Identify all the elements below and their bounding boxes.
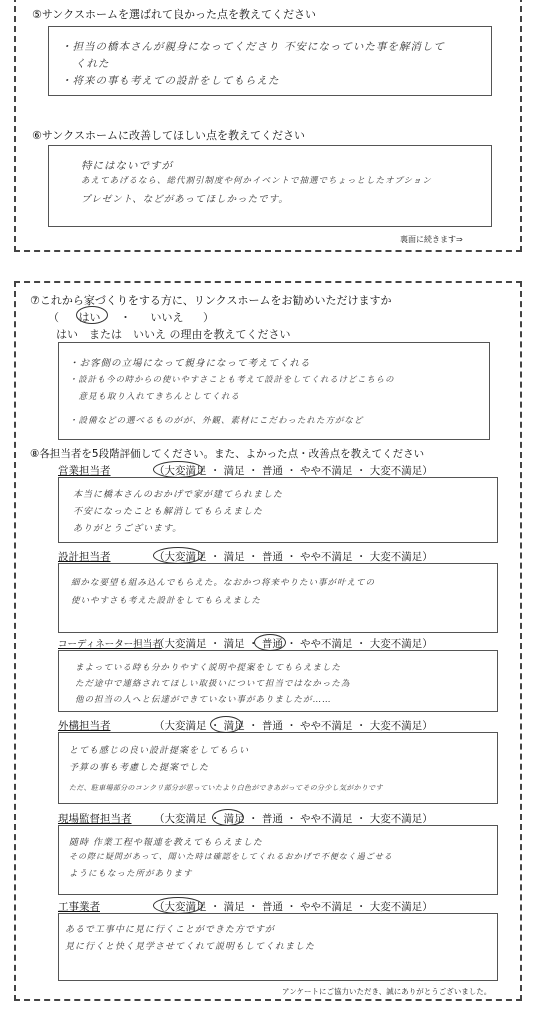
coordinator-line-3: 他の担当の人へと伝達ができていない事がありましたが…… — [75, 695, 332, 705]
q6-line-3: プレゼント、などがあってほしかったです。 — [81, 194, 289, 205]
rating-circle-exterior — [210, 716, 242, 733]
role-label-supervisor: 現場監督担当者 — [58, 813, 132, 825]
q7-answer-box — [58, 342, 490, 440]
q7-line-2: ・設計も今の時からの使いやすさことも考えて設計をしてくれるけどこちらの — [69, 374, 395, 384]
exterior-line-3: ただ、駐車場部分のコンクリ部分が思っていたより白色ができあがってその分少し気がかりです — [69, 784, 383, 792]
eval-box-supervisor — [58, 825, 498, 895]
q5-title: ⑤サンクスホームを選ばれて良かった点を教えてください — [32, 8, 316, 21]
role-label-sales: 営業担当者 — [58, 465, 111, 477]
eval-box-design — [58, 563, 498, 633]
q8-title: ⑧各担当者を5段階評価してください。また、よかった点・改善点を教えてください — [30, 448, 425, 460]
q5-line-2: くれた — [75, 58, 110, 70]
eval-head-supervisor — [58, 811, 433, 826]
q5-line-1: ・担当の橋本さんが親身になってくださり 不安になっていた事を解消して — [61, 41, 445, 53]
sales-line-1: 本当に橋本さんのおかげで家が建てられました — [73, 490, 284, 500]
q7-title: ⑦これから家づくりをする方に、リンクスホームをお勧めいただけますか — [30, 294, 392, 307]
sales-line-2: 不安になったことも解消してもらえました — [73, 507, 264, 517]
contractor-line-2: 見に行くと快く見学させてくれて説明もしてくれました — [65, 942, 316, 952]
coordinator-line-1: まよっている時も分かりやすく説明や提案をしてもらえました — [75, 663, 342, 673]
eval-box-sales — [58, 477, 498, 543]
eval-box-exterior — [58, 732, 498, 804]
scale-coordinator: （大変満足 ・ 満足 ・ 普通 ・ やや不満足 ・ 大変不満足） — [154, 638, 433, 650]
footer-thanks: アンケートにご協力いただき、誠にありがとうございました。 — [282, 987, 492, 996]
q7-subtitle: はい または いいえ の理由を教えてください — [56, 328, 291, 341]
q7-line-3: 意見も取り入れてきちんとしてくれる — [69, 392, 241, 402]
rating-circle-supervisor — [212, 809, 244, 826]
scale-contractor: （大変満足 ・ 満足 ・ 普通 ・ やや不満足 ・ 大変不満足） — [154, 901, 433, 913]
rating-circle-design — [153, 547, 203, 564]
eval-box-coordinator — [58, 650, 498, 712]
eval-head-exterior — [58, 718, 433, 733]
eval-head-sales — [58, 463, 433, 478]
q7-choice: （ はい ・ いいえ ） — [48, 311, 214, 324]
scale-design: （大変満足 ・ 満足 ・ 普通 ・ やや不満足 ・ 大変不満足） — [154, 551, 433, 563]
q6-line-1: 特にはないですが — [81, 160, 173, 172]
q6-answer-box — [48, 145, 492, 227]
supervisor-line-2: その際に疑問があって、聞いた時は確認をしてくれるおかげで不便なく過ごせる — [69, 852, 393, 861]
q7-yes-circle — [76, 306, 108, 324]
role-label-coordinator: コーディネーター担当者 — [58, 639, 162, 650]
scale-exterior: （大変満足 ・ 満足 ・ 普通 ・ やや不満足 ・ 大変不満足） — [154, 720, 433, 732]
scale-sales: （大変満足 ・ 満足 ・ 普通 ・ やや不満足 ・ 大変不満足） — [154, 465, 433, 477]
eval-head-contractor — [58, 899, 433, 914]
scale-supervisor: （大変満足 ・ 満足 ・ 普通 ・ やや不満足 ・ 大変不満足） — [154, 813, 433, 825]
sales-line-3: ありがとうございます。 — [73, 524, 183, 534]
eval-box-contractor — [58, 913, 498, 981]
exterior-line-2: 予算の事も考慮した提案でした — [69, 763, 210, 773]
eval-head-design — [58, 549, 433, 564]
rating-circle-sales — [153, 461, 203, 478]
exterior-line-1: とても感じの良い設計提案をしてもらい — [69, 746, 250, 756]
role-label-contractor: 工事業者 — [58, 901, 100, 913]
q5-answer-box — [48, 26, 492, 96]
role-label-design: 設計担当者 — [58, 551, 111, 563]
q6-line-2: あえてあげるなら、総代割引制度や何かイベントで抽選でちょっとしたオプション — [81, 176, 432, 186]
q7-line-1: ・お客側の立場になって親身になって考えてくれる — [69, 358, 311, 369]
rating-circle-coordinator — [254, 634, 286, 651]
supervisor-line-3: ようにもなった所があります — [69, 869, 193, 879]
design-line-2: 使いやすさも考えた設計をしてもらえました — [71, 596, 262, 606]
q7-line-4: ・設備などの選べるものがが、外観、素材にこだわったれた方がなど — [69, 416, 364, 426]
coordinator-line-2: ただ途中で連絡されてほしい取扱いについて担当ではなかった為 — [75, 679, 351, 689]
supervisor-line-1: 随時 作業工程や報連を教えてもらえました — [69, 838, 263, 848]
rating-circle-contractor — [153, 897, 203, 914]
role-label-exterior: 外構担当者 — [58, 720, 111, 732]
q6-title: ⑥サンクスホームに改善してほしい点を教えてください — [32, 129, 305, 142]
q5-line-3: ・将来の事も考えての設計をしてもらえた — [61, 75, 280, 87]
eval-head-coordinator — [58, 636, 433, 651]
continued-note: 裏面に続きます⇒ — [400, 235, 463, 244]
contractor-line-1: あるで工事中に見に行くことができた方ですが — [65, 925, 275, 935]
design-line-1: 細かな要望も組み込んでもらえた。なおかつ将来やりたい事が叶えての — [71, 578, 376, 588]
